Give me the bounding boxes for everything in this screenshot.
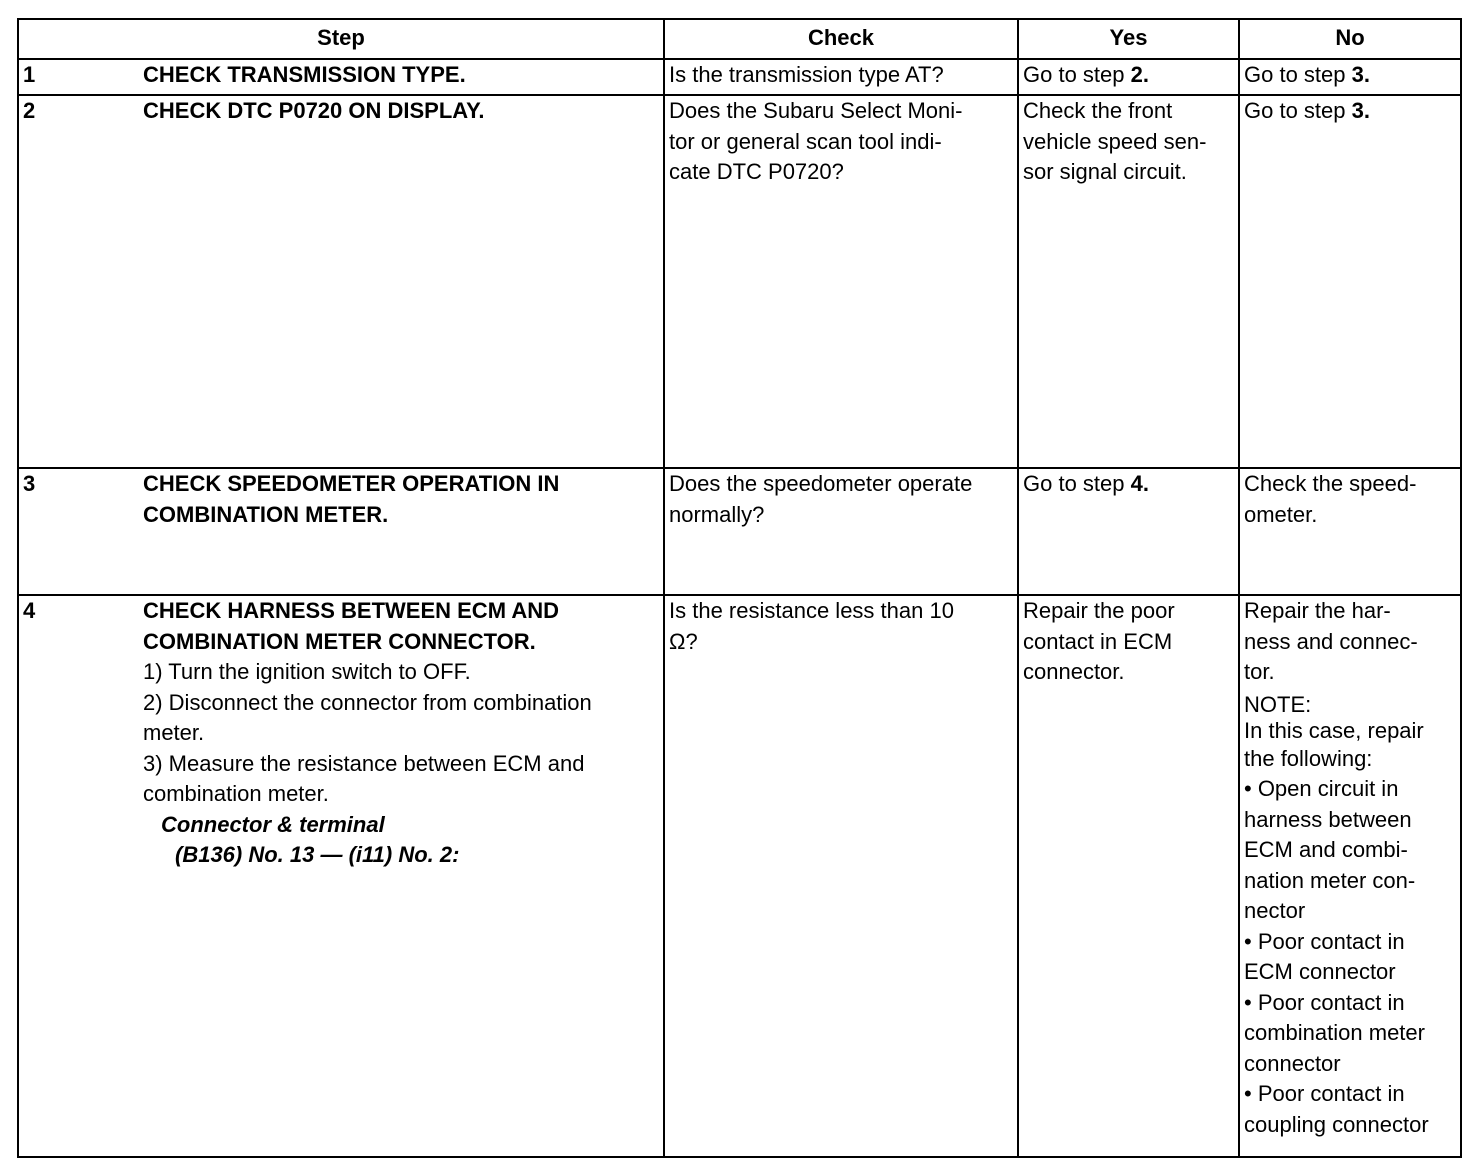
table-row [18,95,1461,468]
step-ref: 3. [1351,62,1370,87]
diagnostic-table [17,18,1462,1158]
instruction-list [143,657,659,810]
note-line: coupling connector [1244,1111,1429,1137]
check-cell: Is the resistance less than 10 Ω? [664,595,1018,1157]
yes-cell: Go to step 4. [1018,468,1239,595]
connector-value: (B136) No. 13 — (i11) No. 2: [175,842,460,867]
step-number: 3 [23,471,36,496]
step-number: 1 [23,62,36,87]
note-label: NOTE: [1244,691,1312,717]
table-row [18,59,1461,95]
check-cell: Does the Subaru Select Moni- tor or general scan tool indi- cate DTC P0720? [664,95,1018,468]
header-check: Check [664,19,1018,59]
header-yes: Yes [1018,19,1239,59]
check-cell: Is the transmission type AT? [664,59,1018,95]
note-line: harness between [1244,806,1412,832]
connector-label: Connector & terminal [161,811,385,837]
no-cell: Repair the har- ness and connec- tor. NOTE: In this case, repair the following: • Open circuit in harness between ECM and combi- nation meter con- nector • Poor contact in ECM connector • Poor contact in combination meter connector • Poor contact in coupling connector [1239,595,1461,1157]
note-line: nector [1244,898,1306,923]
step-title: CHECK SPEEDOMETER OPERATION IN COMBINATION METER. [143,471,560,527]
step-title: CHECK HARNESS BETWEEN ECM AND COMBINATION METER CONNECTOR. [143,598,559,654]
header-step: Step [18,19,664,59]
step-cell [18,468,664,595]
step-cell [18,595,664,1157]
instruction-line: 3) Measure the resistance between ECM and [143,750,585,776]
note-line: ECM connector [1244,959,1396,984]
yes-cell: Repair the poor contact in ECM connector. [1018,595,1239,1157]
note-line: • Poor contact in [1244,989,1405,1015]
step-cell [18,59,664,95]
no-cell: Go to step 3. [1239,95,1461,468]
yes-cell: Check the front vehicle speed sen- sor signal circuit. [1018,95,1239,468]
table-row [18,468,1461,595]
note-line: the following: [1244,745,1373,771]
instruction-line: combination meter. [143,781,329,806]
no-cell: Check the speed- ometer. [1239,468,1461,595]
no-cell: Go to step 3. [1239,59,1461,95]
header-no: No [1239,19,1461,59]
note-line: combination meter [1244,1020,1425,1045]
note-line: • Open circuit in [1244,776,1399,801]
instruction-line: meter. [143,720,205,745]
note-line: • Poor contact in [1244,928,1405,954]
note-line: ECM and combi- [1244,837,1408,862]
instruction-line: 2) Disconnect the connector from combination [143,689,592,715]
note-line: connector [1244,1050,1341,1076]
step-ref: 3. [1351,98,1370,123]
note-line: • Poor contact in [1244,1081,1405,1106]
step-ref: 4. [1130,471,1149,496]
note-line: nation meter con- [1244,867,1416,893]
step-ref: 2. [1130,62,1149,87]
yes-cell: Go to step 2. [1018,59,1239,95]
check-cell: Does the speedometer operate normally? [664,468,1018,595]
step-cell [18,95,664,468]
step-title: CHECK DTC P0720 ON DISPLAY. [143,98,485,123]
header-row [18,19,1461,59]
step-number: 2 [23,98,36,123]
table-row [18,595,1461,1157]
step-title: CHECK TRANSMISSION TYPE. [143,62,466,87]
instruction-line: 1) Turn the ignition switch to OFF. [143,659,471,684]
step-number: 4 [23,598,36,623]
note-line: In this case, repair [1244,717,1424,743]
